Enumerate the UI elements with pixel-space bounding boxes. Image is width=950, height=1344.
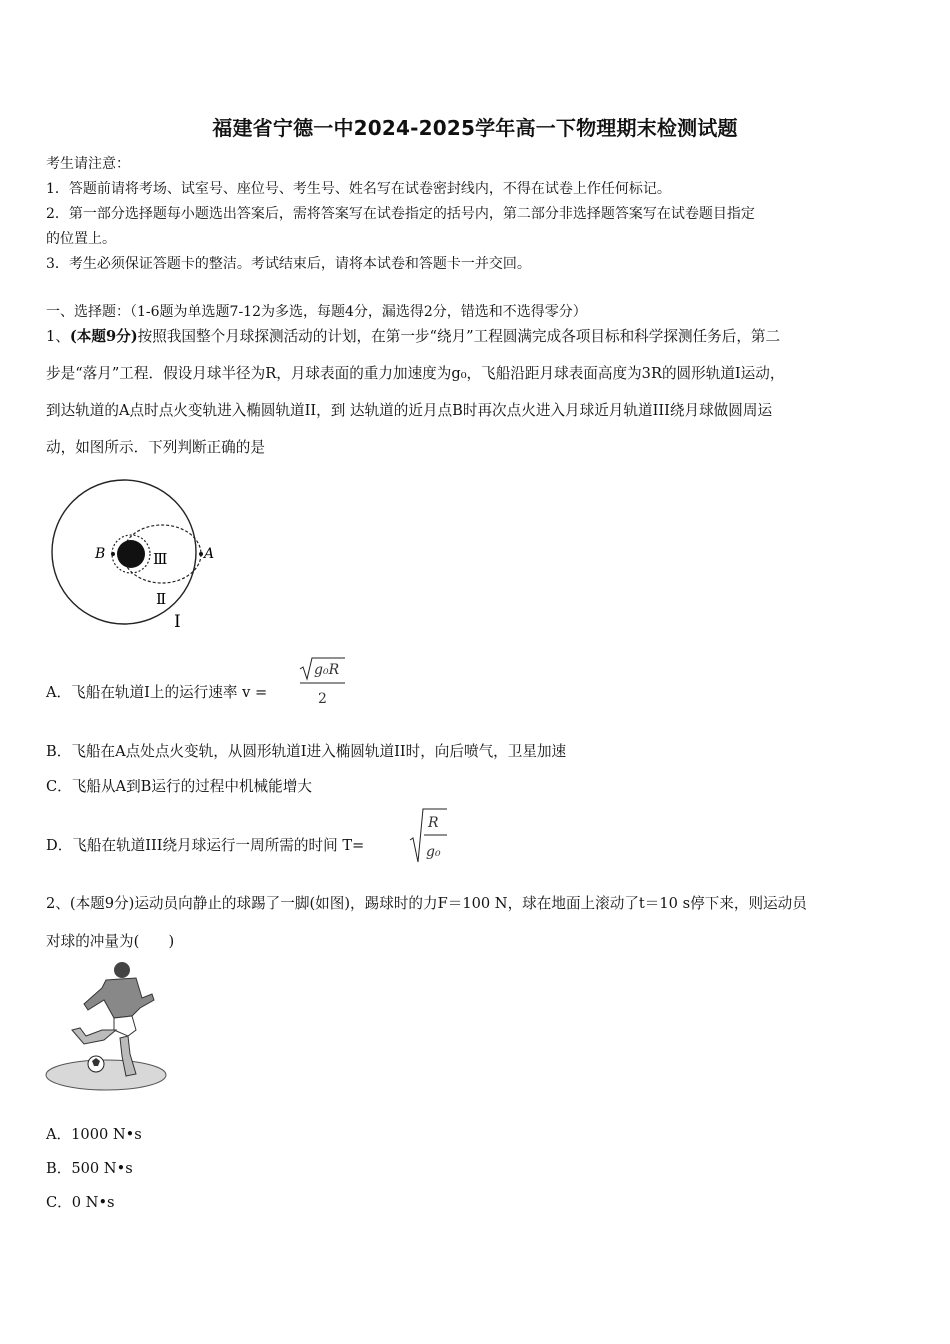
label-b: B [95,546,106,562]
player-left-leg [72,1028,116,1044]
label-iii: Ⅲ [153,550,168,568]
ground-shadow [46,1060,166,1090]
label-i: I [174,612,181,632]
player-torso [84,978,154,1018]
q1-option-d-denominator: g₀ [426,844,441,860]
q1-score: (本题9分) [69,328,138,345]
question-2-line-2: 对球的冲量为( ) [46,933,175,950]
moon-body [117,540,145,568]
label-ii: Ⅱ [156,590,167,608]
question-1-text [46,318,916,466]
soccer-player-image [44,958,174,1098]
q1-option-a-numerator: g₀R [314,662,340,678]
player-head [114,962,130,978]
q1-option-d-text: D．飞船在轨道III绕月球运行一周所需的时间 T= [46,837,365,854]
q2-option-a: A．1000 N•s [46,1126,142,1143]
q1-line-3: 到达轨道的A点时点火变轨进入椭圆轨道II，到 达轨道的近月点B时再次点火进入月球近月轨道III绕月球做圆周运 [46,402,773,419]
player-shorts [114,1016,136,1036]
point-b-dot [111,552,115,556]
notice-item-3: 3．考生必须保证答题卡的整洁。考试结束后，请将本试卷和答题卡一并交回。 [46,256,531,272]
q2-option-c: C．0 N•s [46,1194,115,1211]
notice-item-1: 1．答题前请将考场、试室号、座位号、考生号、姓名写在试卷密封线内，不得在试卷上作任何标记。 [46,181,671,197]
q1-option-c: C．飞船从A到B运行的过程中机械能增大 [46,778,312,795]
q1-line-4: 动，如图所示．下列判断正确的是 [46,439,265,456]
q1-option-d-fraction [408,806,448,868]
q1-option-a-denominator: 2 [318,691,327,707]
sqrt-fraction-d [408,806,448,864]
q1-line-1: 按照我国整个月球探测活动的计划，在第一步“绕月”工程圆满完成各项目标和科学探测任务后，第二 [137,328,781,345]
notice-item-2: 2．第一部分选择题每小题选出答案后，需将答案写在试卷指定的括号内，第二部分非选择题答案写在试卷题目指定 [46,206,755,222]
label-a: A [204,546,215,562]
q2-option-b: B．500 N•s [46,1160,133,1177]
section-heading: 一、选择题：（1-6题为单选题7-12为多选，每题4分，漏选得2分，错选和不选得零分） [46,304,587,320]
q1-prefix: 1、 [46,328,70,345]
q1-option-a-text: A．飞船在轨道I上的运行速率 v = [46,684,268,701]
q1-option-b: B．飞船在A点处点火变轨，从圆形轨道I进入椭圆轨道II时，向后喷气，卫星加速 [46,743,567,760]
notice-heading: 考生请注意： [46,156,130,172]
sqrt-fraction-a [298,655,346,709]
q1-option-a-fraction [298,655,346,713]
page-title: 福建省宁德一中2024-2025学年高一下物理期末检测试题 [212,116,738,140]
q1-option-d-numerator: R [428,815,439,831]
q1-line-2: 步是“落月”工程．假设月球半径为R，月球表面的重力加速度为g₀，飞船沿距月球表面高度为3R的圆形轨道I运动， [46,365,785,382]
question-2-line-1: 2、(本题9分)运动员向静止的球踢了一脚(如图)，踢球时的力F＝100 N，球在地面上滚动了t＝10 s停下来，则运动员 [46,895,807,912]
notice-item-2-cont: 的位置上。 [46,231,116,247]
point-a-dot [199,552,203,556]
orbit-diagram [46,474,226,634]
